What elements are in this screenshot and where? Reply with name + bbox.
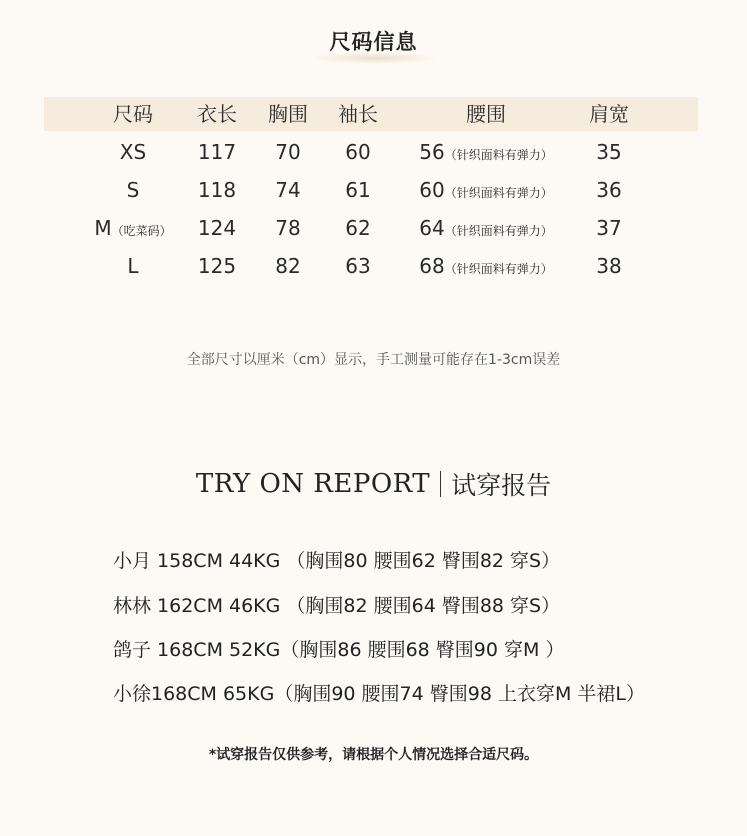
sleeve-cell: 63 <box>345 254 371 278</box>
title-divider <box>440 471 441 497</box>
report-item: 鸽子 168CM 52KG（胸围86 腰围68 臀围90 穿M ） <box>113 639 565 661</box>
header-waist: 腰围 <box>466 102 506 126</box>
size-info-title-wrap <box>0 22 747 60</box>
header-chest: 胸围 <box>268 102 308 126</box>
chest-cell: 74 <box>275 178 301 202</box>
table-row <box>44 211 698 245</box>
chest-cell: 78 <box>275 216 301 240</box>
report-item: 小徐168CM 65KG（胸围90 腰围74 臀围98 上衣穿M 半裙L） <box>113 683 645 705</box>
waist-cell: 64（针织面料有弹力） <box>419 216 553 240</box>
header-length: 衣长 <box>197 102 237 126</box>
length-cell: 118 <box>197 178 237 202</box>
size-cell: L <box>127 254 139 278</box>
size-cell: M（吃菜码） <box>94 216 172 240</box>
length-cell: 124 <box>197 216 237 240</box>
shoulder-cell: 37 <box>596 216 622 240</box>
table-row <box>44 135 698 169</box>
report-item: 小月 158CM 44KG （胸围80 腰围62 臀围82 穿S） <box>113 550 561 572</box>
sleeve-cell: 62 <box>345 216 371 240</box>
header-size: 尺码 <box>113 102 153 126</box>
report-footnote: *试穿报告仅供参考，请根据个人情况选择合适尺码。 <box>208 747 539 763</box>
sleeve-cell: 61 <box>345 178 371 202</box>
table-header-row <box>44 97 698 131</box>
report-title-zh: 试穿报告 <box>451 471 552 500</box>
sleeve-cell: 60 <box>345 140 371 164</box>
header-sleeve: 袖长 <box>338 102 378 126</box>
length-cell: 125 <box>197 254 237 278</box>
table-row <box>44 173 698 207</box>
report-item: 林林 162CM 46KG （胸围82 腰围64 臀围88 穿S） <box>113 595 561 617</box>
waist-cell: 68（针织面料有弹力） <box>419 254 553 278</box>
length-cell: 117 <box>197 140 237 164</box>
chest-cell: 82 <box>275 254 301 278</box>
shoulder-cell: 38 <box>596 254 622 278</box>
report-title-en: TRY ON REPORT <box>195 469 431 499</box>
shoulder-cell: 36 <box>596 178 622 202</box>
header-shoulder: 肩宽 <box>589 102 629 126</box>
size-cell: XS <box>119 140 147 164</box>
size-cell: S <box>126 178 140 202</box>
page-title: 尺码信息 <box>320 22 428 60</box>
shoulder-cell: 35 <box>596 140 622 164</box>
waist-cell: 60（针织面料有弹力） <box>419 178 553 202</box>
measurement-note: 全部尺寸以厘米（cm）显示，手工测量可能存在1-3cm误差 <box>186 352 561 368</box>
chest-cell: 70 <box>275 140 301 164</box>
report-title <box>0 466 747 502</box>
table-row <box>44 249 698 283</box>
waist-cell: 56（针织面料有弹力） <box>419 140 553 164</box>
